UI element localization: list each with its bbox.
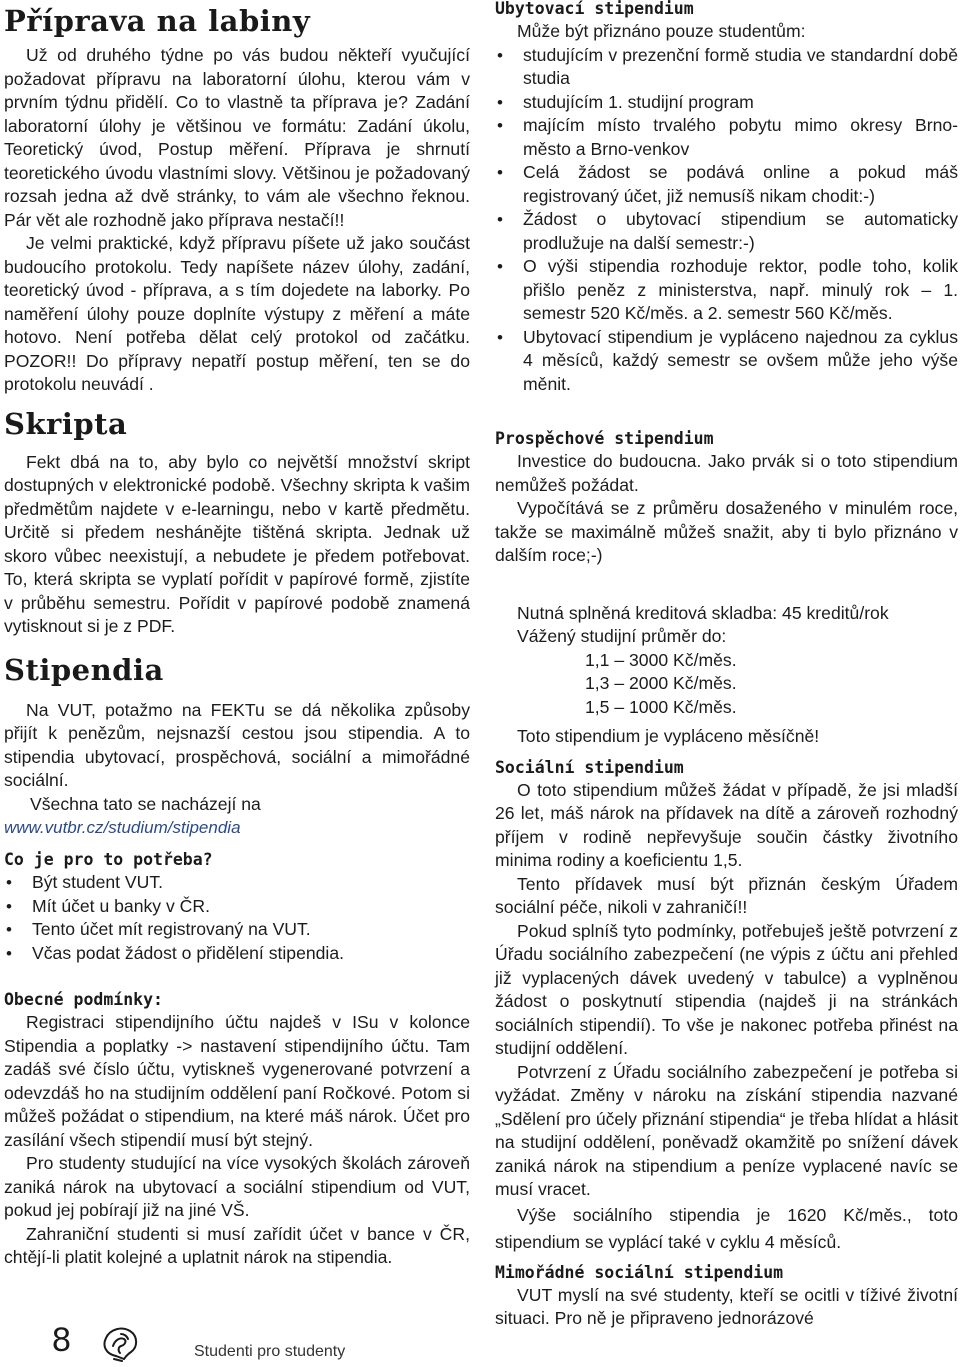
heading-obecne-podminky: Obecné podmínky: [4, 990, 163, 1009]
right-column [495, 0, 958, 1331]
lightbulb-sketch-icon [96, 1320, 144, 1362]
list-item: • Ubytovací stipendium je vypláceno najednou za cyklus 4 měsíců, každý semestr se ovšem může jeho výše měnit. [495, 326, 958, 397]
heading-skripta: Skripta [4, 406, 128, 441]
socialni-paragraph-2: Tento přídavek musí být přiznán českým Úřadem sociální péče, nikoli v zahraničí!! [495, 873, 958, 917]
list-item: • Včas podat žádost o přidělení stipendia. [4, 942, 470, 966]
stipendia-paragraph-1: Na VUT, potažmo na FEKTu se dá několika způsoby přijít k penězům, nejsnazší cestou jsou stipendia. A to stipendia ubytovací, prospěchová, sociální a mimořádné sociální. [4, 699, 470, 790]
skripta-paragraph-1: Fekt dbá na to, aby bylo co největší množství skript dostupných v elektronické podobě. Všechny skripta k vašim předmětům najdete v e-learningu, nebo v kartě předmětu. Určitě si předem nesháněјte tištěná skripta. Jednak už skoro vůbec neexistují, a nebudete je předem potřebovat. To, která skripta se vyplatí pořídit v papírové formě, zjistíte v průběhu semestru. Pořídit v papírové podobě znamená vytisknout si je z PDF. [4, 451, 470, 636]
list-item: • Mít účet u banky v ČR. [4, 895, 470, 919]
obecne-paragraph-1: Registraci stipendijního účtu najdeš v ISu v kolonce Stipendia a poplatky -> nastavení stipendijního účtu. Tam zadáš své číslo účtu, vytiskneš vygenerované potvrzení a odevzdáš ho na studijním oddělení paní Ročkové. Potom si můžeš požádat o stipendium, na které máš nárok. Účet pro zasílání všech stipendií musí být stejný. [4, 1012, 470, 1150]
prospechove-mesicne: Toto stipendium je vypláceno měsíčně! [517, 726, 820, 746]
prospechove-tier: 1,5 – 1000 Kč/měs. [585, 696, 737, 717]
mimoradne-paragraph-1: VUT myslí na své studenty, kteří se ocitli v tíživé životní situaci. Pro ně je připraveno jednorázové [495, 1284, 958, 1328]
prospechove-tier: 1,1 – 3000 Kč/měs. [585, 649, 737, 670]
heading-mimoradne: Mimořádné sociální stipendium [495, 1262, 784, 1282]
list-item: • O výši stipendia rozhoduje rektor, podle toho, kolik přišlo peněz z ministerstva, např. minulý rok – 1. semestr 520 Kč/měs. a 2. semestr 560 Kč/měs. [495, 255, 958, 326]
list-item: • Být student VUT. [4, 871, 470, 895]
list-item: • Celá žádost se podává online a pokud máš registrovaný účet, již nemusíš nikam chodit:-) [495, 161, 958, 208]
stipendia-paragraph-2: Všechna tato se nacházejí na [30, 793, 261, 814]
prospechove-tier: 1,3 – 2000 Kč/měs. [585, 673, 737, 693]
heading-ubytovaci: Ubytovací stipendium [495, 0, 694, 18]
heading-co-je-potreba: Co je pro to potřeba? [4, 850, 213, 869]
prospechove-prumer: Vážený studijní průměr do: [517, 626, 727, 646]
ubytovaci-list [495, 44, 958, 397]
page-number: 8 [52, 1321, 71, 1359]
list-item: • Žádost o ubytovací stipendium se automaticky prodlužuje na další semestr:-) [495, 208, 958, 255]
obecne-paragraph-2: Pro studenty studující na více vysokých školách zároveň zaniká nárok na ubytovací a sociální stipendium od VUT, pokud jej pobírají již na jiné VŠ. [4, 1153, 470, 1220]
priprava-paragraph-2: Je velmi praktické, když přípravu píšete už jako součást budoucího protokolu. Tedy napíšete název úlohy, zadání, teoretický úvod - příprava, a s tím dojedete na laborky. Po naměření úlohy pouze doplníte výstupy z měření a máte hotovo. Není potřeba dělat celý protokol od začátku. POZOR!! Do přípravy nepatří postup měření, ten se do protokolu neuvádí . [4, 233, 470, 394]
socialni-paragraph-1: O toto stipendium můžeš žádat v případě, že jsi mladší 26 let, máš nárok na přídavek na dítě a zároveň rozhodný příjem v rodině nepřevyšuje součin částky životního minima rodiny a koeficientu 1,5. [495, 779, 958, 870]
socialni-paragraph-5: Výše sociálního stipendia je 1620 Kč/měs., toto stipendium se vyplácí také v cyklu 4 měsíců. [495, 1204, 958, 1252]
requirements-list [4, 871, 470, 965]
obecne-paragraph-3: Zahraniční studenti si musí zařídit účet v bance v ČR, chtějí-li platit kolejné a uplatnit nárok na stipendia. [4, 1223, 470, 1267]
list-item: • studujícím 1. studijní program [495, 91, 958, 115]
prospechove-paragraph-2: Vypočítává se z průměru dosaženého v minulém roce, takže se maximálně můžeš snažit, aby ti bylo přiznáno v dalším roce;-) [495, 498, 958, 565]
page-footer [0, 1312, 480, 1367]
left-column [4, 0, 470, 1270]
prospechove-kredity: Nutná splněná kreditová skladba: 45 kreditů/rok [517, 602, 889, 623]
priprava-paragraph-1: Už od druhého týdne po vás budou někteří vyučující požadovat přípravu na laboratorní úlohu, kterou vám v prvním týdnu přidělí. Co to vlastně ta příprava je? Zadání laboratorní úlohy je většinou ve formátu: Zadání úkolu, Teoretický úvod, Postup měření. Příprava je shrnutí teoretického úvodu vlastními slovy. Většinou je požadovaný rozsah jedna až dvě stránky, to vám ale všechno řeknou. Pár vět ale rozhodně jako příprava nestačí!! [4, 45, 470, 230]
heading-priprava: Příprava na labiny [4, 4, 311, 38]
footer-text: Studenti pro studenty [194, 1343, 346, 1360]
stipendia-link[interactable]: www.vutbr.cz/studium/stipendia [4, 818, 241, 837]
heading-socialni: Sociální stipendium [495, 757, 684, 777]
heading-stipendia: Stipendia [4, 652, 164, 687]
list-item: • majícím místo trvalého pobytu mimo okresy Brno-město a Brno-venkov [495, 114, 958, 161]
list-item: • studujícím v prezenční formě studia ve standardní době studia [495, 44, 958, 91]
socialni-paragraph-4: Potvrzení z Úřadu sociálního zabezpečení je potřeba si vyžádat. Změny v nároku na získání stipendia nazvané „Sdělení pro účely přiznání stipendia“ je třeba hlídat a hlásit na studijní oddělení, poněvadž okamžitě po snížení dávek zaniká nárok na stipendium a peníze vyplacené navíc se musí vracet. [495, 1061, 958, 1199]
ubytovaci-intro: Může být přiznáno pouze studentům: [517, 21, 806, 41]
list-item: • Tento účet mít registrovaný na VUT. [4, 918, 470, 942]
prospechove-paragraph-1: Investice do budoucna. Jako prvák si o toto stipendium nemůžeš požádat. [495, 451, 958, 495]
socialni-paragraph-3: Pokud splníš tyto podmínky, potřebuješ ještě potvrzení z Úřadu sociálního zabezpečení (ne výpis z účtu ani přehled již vyplacených dávek uvedený v tabulce) a vyplněnou žádost o poskytnutí stipendia (najdeš ji na stránkách sociálních stipendií). To vše je nakonec potřeba přinést na studijní oddělení. [495, 920, 958, 1058]
heading-prospechove: Prospěchové stipendium [495, 429, 714, 448]
